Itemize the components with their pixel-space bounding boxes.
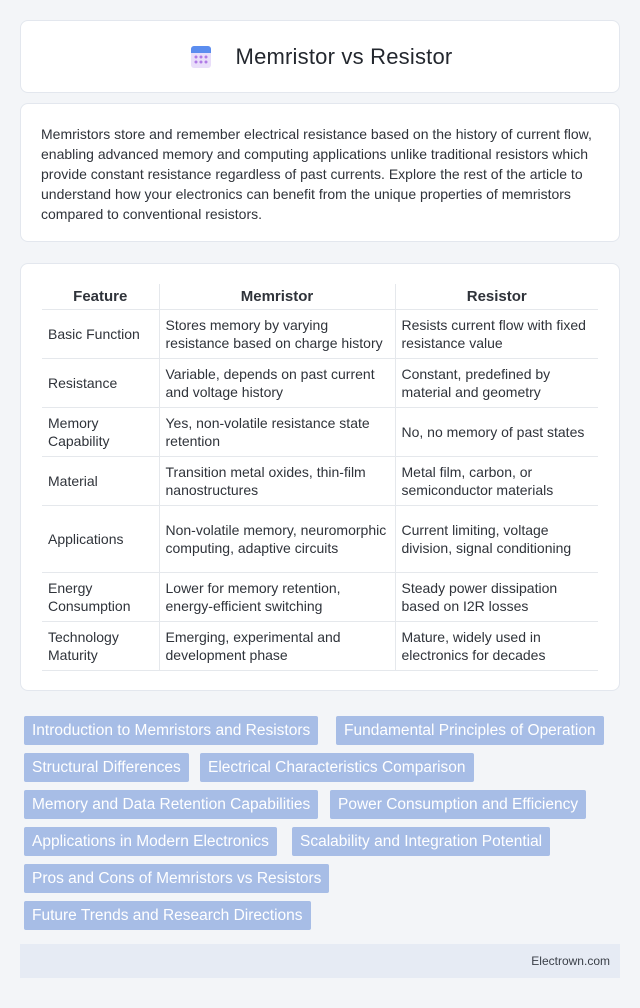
memristor-cell: Stores memory by varying resistance based on charge history [159,309,395,358]
resistor-cell: Resists current flow with fixed resistance value [395,309,598,358]
tag-introduction[interactable]: Introduction to Memristors and Resistors [24,716,318,745]
column-header-resistor: Resistor [395,284,598,309]
feature-cell: Memory Capability [42,407,159,456]
feature-cell: Material [42,456,159,505]
resistor-cell: Constant, predefined by material and geometry [395,358,598,407]
tag-electrical-characteristics[interactable]: Electrical Characteristics Comparison [200,753,474,782]
memristor-cell: Yes, non-volatile resistance state retention [159,407,395,456]
memristor-cell: Lower for memory retention, energy-efficient switching [159,572,395,621]
table-row [42,456,598,505]
tag-structural-differences[interactable]: Structural Differences [24,753,189,782]
resistor-cell: Mature, widely used in electronics for decades [395,621,598,670]
tag-applications[interactable]: Applications in Modern Electronics [24,827,277,856]
resistor-cell: Steady power dissipation based on I2R losses [395,572,598,621]
memristor-cell: Variable, depends on past current and voltage history [159,358,395,407]
tag-fundamental-principles[interactable]: Fundamental Principles of Operation [336,716,604,745]
table-row [42,407,598,456]
intro-text: Memristors store and remember electrical resistance based on the history of current flow, enabling advanced memory and computing applications unlike traditional resistors which provide constant resistance regardless of past currents. Explore the rest of the article to understand how your electronics can benefit from the unique properties of memristors compared to conventional resistors. [41,126,592,222]
tag-scalability[interactable]: Scalability and Integration Potential [292,827,550,856]
tag-pros-cons[interactable]: Pros and Cons of Memristors vs Resistors [24,864,329,893]
table-row [42,572,598,621]
feature-cell: Resistance [42,358,159,407]
memristor-cell: Emerging, experimental and development phase [159,621,395,670]
resistor-cell: Current limiting, voltage division, signal conditioning [395,505,598,572]
comparison-table [42,284,598,671]
memristor-cell: Transition metal oxides, thin-film nanostructures [159,456,395,505]
resistor-cell: Metal film, carbon, or semiconductor materials [395,456,598,505]
table-row [42,505,598,572]
title-card [20,20,620,93]
memristor-cell: Non-volatile memory, neuromorphic computing, adaptive circuits [159,505,395,572]
feature-cell: Basic Function [42,309,159,358]
table-row [42,621,598,670]
intro-card [20,103,620,242]
feature-cell: Energy Consumption [42,572,159,621]
page-title: Memristor vs Resistor [235,43,453,69]
footer-site[interactable]: Electrown.com [531,954,610,968]
column-header-memristor: Memristor [159,284,395,309]
feature-cell: Applications [42,505,159,572]
table-row [42,309,598,358]
resistor-cell: No, no memory of past states [395,407,598,456]
table-header-row [42,284,598,309]
tag-memory-retention[interactable]: Memory and Data Retention Capabilities [24,790,318,819]
table-row [42,358,598,407]
tag-future-trends[interactable]: Future Trends and Research Directions [24,901,311,930]
comparison-table-card [20,263,620,691]
footer [20,944,620,978]
column-header-feature: Feature [42,284,159,309]
tag-power-consumption[interactable]: Power Consumption and Efficiency [330,790,586,819]
feature-cell: Technology Maturity [42,621,159,670]
calculator-icon [188,44,214,70]
